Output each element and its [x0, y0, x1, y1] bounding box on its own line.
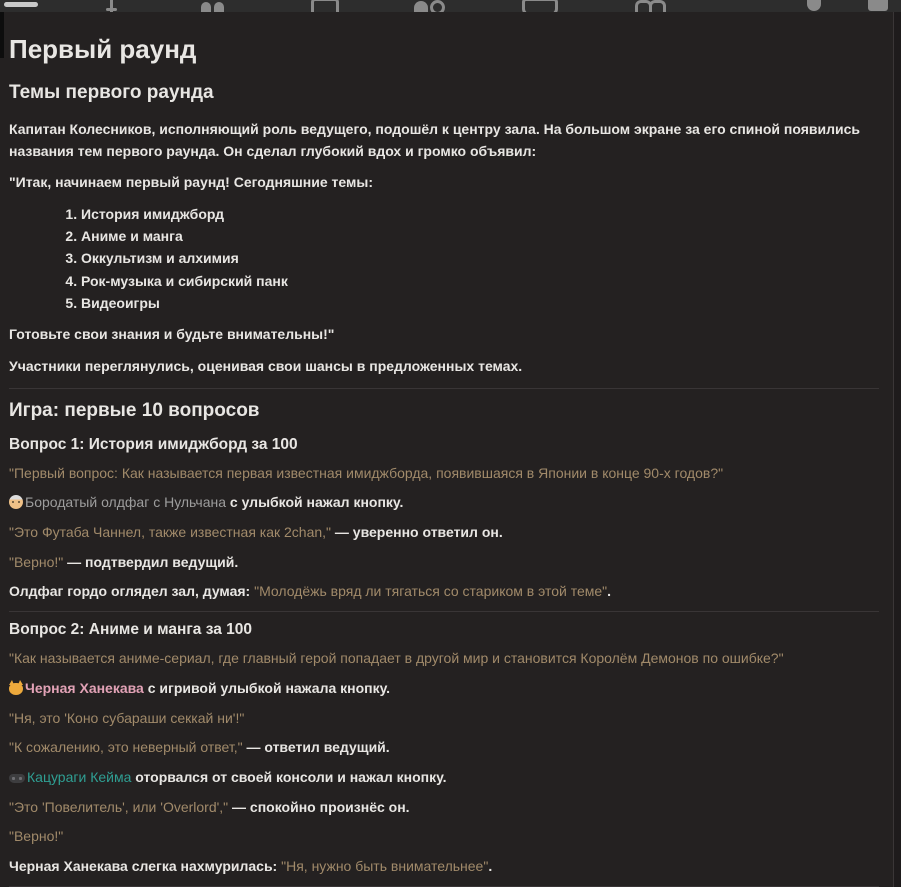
story-line	[9, 648, 879, 670]
page-title: Первый раунд	[9, 34, 197, 64]
menu-dash-icon[interactable]	[4, 2, 38, 7]
story-line	[9, 708, 879, 730]
question-2-heading: Вопрос 2: Аниме и манга за 100	[9, 621, 252, 639]
story-line	[9, 856, 879, 878]
topic-list-item: 5. Видеоигры	[81, 293, 879, 315]
topic-list-item: 1. История имиджборд	[81, 204, 879, 226]
text-segment: "Верно!"	[9, 828, 64, 845]
text-segment: Олдфаг гордо оглядел зал, думая:	[9, 583, 255, 600]
story-line	[9, 463, 879, 485]
section-heading-topics: Темы первого раунда	[9, 82, 214, 104]
story-paragraph	[9, 119, 879, 162]
text-segment: Бородатый олдфаг с Нульчана	[25, 494, 227, 511]
divider	[9, 611, 879, 612]
text-segment: — подтвердил ведущий.	[63, 553, 239, 570]
story-line	[9, 678, 879, 700]
story-paragraph	[9, 356, 879, 378]
banner-icon[interactable]	[522, 0, 552, 12]
text-segment: "Верно!"	[9, 553, 64, 570]
text-segment: Капитан Колесников, исполняющий роль ведущего, подошёл к центру зала. На большом экране за его спиной появились названия тем первого раунда. Он сделал глубокий вдох и громко объявил:	[9, 120, 860, 159]
text-segment: "К сожалению, это неверный ответ,"	[9, 739, 243, 756]
text-segment: оторвался от своей консоли и нажал кнопку.	[131, 769, 447, 786]
topics-list	[9, 204, 879, 314]
panel-icon[interactable]	[868, 0, 888, 12]
text-segment: Черная Ханекава слегка нахмурилась:	[9, 858, 282, 875]
old-man-emoji	[9, 495, 23, 509]
text-segment: "Это 'Повелитель', или 'Overlord',"	[9, 798, 229, 815]
story-line	[9, 797, 879, 819]
text-segment: с улыбкой нажал кнопку.	[226, 494, 404, 511]
text-segment: Кацураги Кейма	[27, 769, 132, 786]
card-icon[interactable]	[310, 0, 334, 12]
text-segment: Черная Ханекава	[25, 679, 144, 696]
question-1-heading: Вопрос 1: История имиджборд за 100	[9, 435, 298, 453]
topic-list-item: 2. Аниме и манга	[81, 226, 879, 248]
story-line	[9, 522, 879, 544]
text-segment: "Как называется аниме-сериал, где главный герой попадает в другой мир и становится Королём Демонов по ошибке?"	[9, 650, 784, 667]
top-toolbar	[0, 0, 901, 12]
story-line	[9, 737, 879, 759]
text-segment: "Первый вопрос: Как называется первая известная имиджборда, появившаяся в Японии в конце 90-х годов?"	[9, 464, 724, 481]
text-segment: — уверенно ответил он.	[331, 524, 503, 541]
cat-emoji	[9, 683, 23, 695]
story-line	[9, 581, 879, 603]
user-settings-icon[interactable]	[414, 0, 442, 12]
text-segment: "Молодёжь вряд ли тягаться со стариком в этой теме"	[254, 583, 608, 600]
text-segment: "Это Футаба Чаннел, также известная как 2chan,"	[9, 524, 332, 541]
users-icon[interactable]	[200, 0, 226, 12]
book-icon[interactable]	[634, 0, 662, 12]
story-content	[0, 12, 893, 887]
plug-icon[interactable]	[102, 0, 120, 12]
text-segment: — ответил ведущий.	[242, 739, 390, 756]
text-segment: "Ня, нужно быть внимательнее"	[281, 858, 489, 875]
story-paragraph	[9, 172, 879, 194]
shield-icon[interactable]	[806, 0, 822, 12]
text-segment: с игривой улыбкой нажала кнопку.	[143, 679, 391, 696]
story-line	[9, 826, 879, 848]
scrollbar[interactable]	[893, 12, 901, 887]
controller-emoji	[9, 774, 25, 783]
story-line	[9, 552, 879, 574]
text-segment: .	[488, 858, 493, 875]
section-heading-game: Игра: первые 10 вопросов	[9, 399, 260, 421]
text-segment: Участники переглянулись, оценивая свои шансы в предложенных темах.	[9, 358, 523, 375]
text-segment: .	[607, 583, 612, 600]
text-segment: — спокойно произнёс он.	[228, 798, 410, 815]
story-paragraph	[9, 324, 879, 346]
text-segment: "Ня, это 'Коно субараши секкай ни'!"	[9, 709, 245, 726]
divider	[9, 388, 879, 389]
topic-list-item: 4. Рок-музыка и сибирский панк	[81, 271, 879, 293]
text-segment: Готовьте свои знания и будьте внимательны!"	[9, 326, 335, 343]
text-segment: "Итак, начинаем первый раунд! Сегодняшние темы:	[9, 174, 373, 191]
story-line	[9, 492, 879, 514]
story-line	[9, 767, 879, 789]
topic-list-item: 3. Оккультизм и алхимия	[81, 248, 879, 270]
